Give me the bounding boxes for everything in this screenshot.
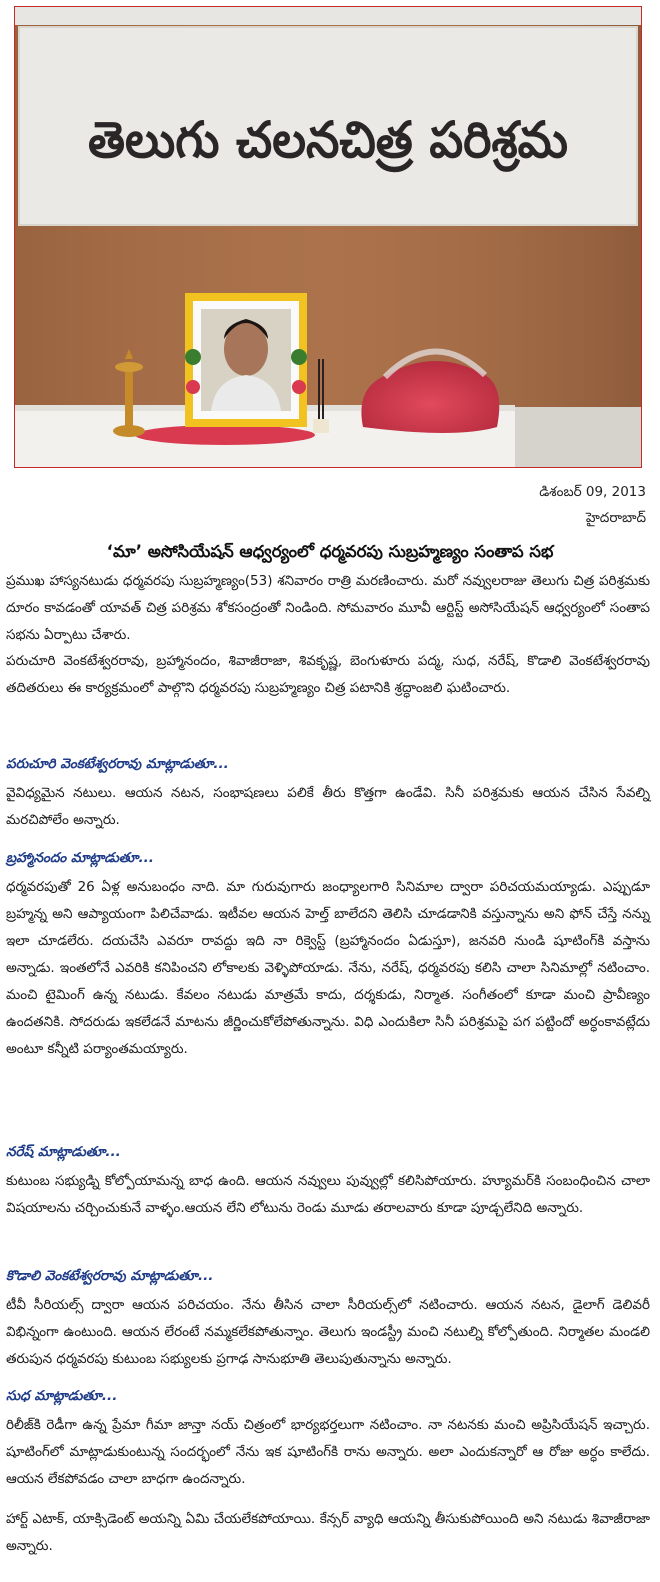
article-date: డిశంబర్ 09, 2013 <box>539 484 646 500</box>
paragraph-sivaji-raja: హార్ట్ ఎటాక్, యాక్సిడెంట్ అయన్ని ఏమి చేయలేకపోయాయి. కేన్సర్ వ్యాధి ఆయన్ని తీసుకుపోయింది అని నటుడు శివాజీరాజా అన్నారు. <box>6 1511 650 1554</box>
subheading-paruchuri: పరుచూరి వెంకటేశ్వరరావు మాట్లాడుతూ... <box>6 756 229 772</box>
article-place: హైదరాబాద్ <box>585 510 646 526</box>
paragraph-brahmanandam: ధర్మవరపుతో 26 ఏళ్ల అనుబంధం నాది. మా గురువుగారు జంధ్యాలగారి సినిమాల ద్వారా పరిచయమయ్యాడు. ఎప్పుడూ బ్రహ్మన్న అని ఆప్యాయంగా పిలిచేవాడు. ఇటీవల ఆయన హెల్త్ బాలేదని తెలిసి చూడడానికి వస్తున్నాను అని ఫోన్ చేస్తే నన్ను ఇలా చూడలేరు. దయచేసి ఎవరూ రావద్దు ఇది నా రిక్వెస్ట్ (బ్రహ్మానందం ఏడుస్తూ), జనవరి నుండి షూటింగ్‌కి వస్తాను అన్నాడు. ఇంతలోనే ఎవరికి కనిపించని లోకాలకు వెళ్ళిపోయాడు. నేను, నరేష్, ధర్మవరపు కలిసి చాలా సినిమాల్లో నటించాం. మంచి టైమింగ్ ఉన్న నటుడు. కేవలం నటుడు మాత్రమే కాదు, దర్శకుడు, నిర్మాత. సంగీతంలో కూడా మంచి ప్రావీణ్యం ఉందతనికి. సోదరుడు ఇకలేడనే మాటను జీర్ణించుకోలేపోతున్నాను. విధి ఎందుకిలా సినీ పరిశ్రమపై పగ పట్టిందో అర్ధంకావట్లేదు అంటూ కన్నీటి పర్యాంతమయ్యారు. <box>6 879 650 1057</box>
intro-paragraph-1: ప్రముఖ హాస్యనటుడు ధర్మవరపు సుబ్రహ్మణ్యం(53) శనివారం రాత్రి మరణించారు. మరో నవ్వులరాజు తెలుగు చిత్ర పరిశ్రమకు దూరం కావడంతో యావత్ చిత్ర పరిశ్రమ శోకసంద్రంతో నిండింది. సోమవారం మూవీ ఆర్టిస్ట్ అసోసియేషన్ ఆధ్వర్యంలో సంతాప సభను ఏర్పాటు చేశారు. <box>6 573 650 643</box>
intro-paragraph-2: పరుచూరి వెంకటేశ్వరరావు, బ్రహ్మానందం, శివాజీరాజా, శివకృష్ణ, బెంగుళూరు పద్మ, సుధ, నరేష్, కొడాలి వెంకటేశ్వరరావు తదితరులు ఈ కార్యక్రమంలో పాల్గొని ధర్మవరపు సుబ్రహ్మణ్యం చిత్ర పటానికి శ్రద్ధాంజలి ఘటించారు. <box>6 653 650 696</box>
paragraph-kodali: టీవీ సీరియల్స్ ద్వారా ఆయన పరిచయం. నేను తీసిన చాలా సీరియల్స్‌లో నటించారు. ఆయన నటన, డైలాగ్ డెలివరీ విభిన్నంగా ఉంటుంది. ఆయన లేరంటే నమ్మకలేకపోతున్నాం. తెలుగు ఇండస్ట్రీ మంచి నటుల్ని కోల్పోతుంది. నిర్మాతల మండలి తరుపున ధర్మవరపు కుటుంబ సభ్యులకు ప్రగాఢ సానుభూతి తెలుపుతున్నాను అన్నారు. <box>6 1297 650 1367</box>
article-headline: ‘మా’ అసోసియేషన్ ఆధ్వర్యంలో ధర్మవరపు సుబ్రహ్మణ్యం సంతాప సభ <box>106 542 554 561</box>
paragraph-sudha: రిలీజ్‌కి రెడీగా ఉన్న ప్రేమా గీమా జాన్తా నయ్ చిత్రంలో భార్యభర్తలుగా నటించాం. నా నటనకు మంచి అప్రిసియేషన్ ఇచ్చారు. షూటింగ్‌లో మాట్లాడుకుంటున్న సందర్భంలో నేను ఇక షూటింగ్‌కి రాను అన్నారు. అలా ఎందుకన్నారో ఆ రోజు అర్ధం కాలేదు. ఆయన లేకపోవడం చాలా బాధగా ఉందన్నారు. <box>6 1417 650 1487</box>
banner-text: తెలుగు చలనచిత్ర పరిశ్రమ <box>88 111 593 169</box>
paragraph-naresh: కుటుంబ సభ్యుడ్ని కోల్పోయామన్న బాధ ఉంది. ఆయన నవ్వులు పువ్వుల్లో కలిసిపోయారు. హ్యూమర్‌కి సంబంధించిన చాలా విషయాలను చర్చించుకునే వాళ్ళం.ఆయన లేని లోటును రెండు మూడు తరాలవారు కూడా పూడ్చలేనిది అన్నారు. <box>6 1173 650 1216</box>
subheading-brahmanandam: బ్రహ్మానందం మాట్లాడుతూ... <box>6 850 154 866</box>
portrait <box>185 293 307 427</box>
subheading-sudha: సుధ మాట్లాడుతూ... <box>6 1388 118 1404</box>
subheading-naresh: నరేష్ మాట్లాడుతూ... <box>6 1144 121 1160</box>
memorial-photo-illustration <box>15 7 641 467</box>
paragraph-paruchuri: వైవిధ్యమైన నటులు. ఆయన నటన, సంభాషణలు పలికే తీరు కొత్తగా ఉండేవి. సినీ పరిశ్రమకు ఆయన చేసిన సేవల్ని మరచిపోలేం అన్నారు. <box>6 785 650 828</box>
subheading-kodali: కొడాలి వెంకటేశ్వరరావు మాట్లాడుతూ... <box>6 1268 214 1284</box>
memorial-photo <box>14 6 642 468</box>
